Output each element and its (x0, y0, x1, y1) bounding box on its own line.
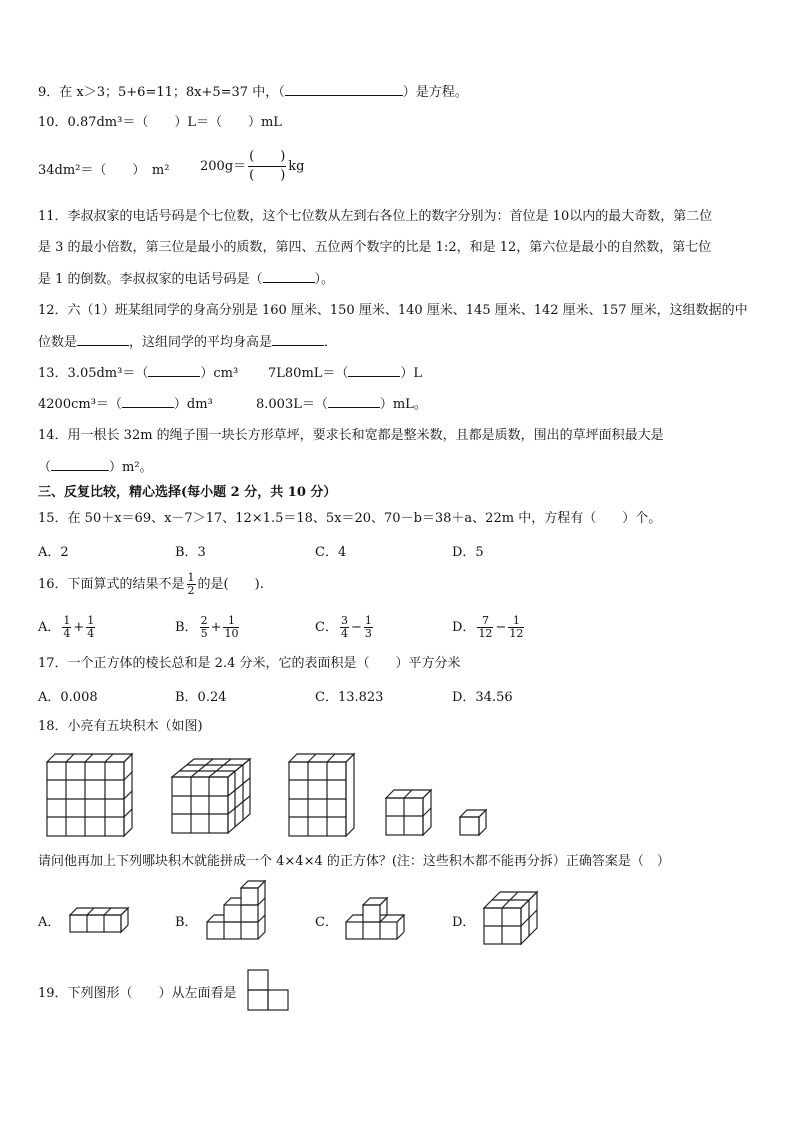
question-9: 9．在 x＞3；5+6=11；8x+5=37 中，（ ）是方程。 (38, 85, 468, 100)
q18-option-a[interactable]: A． (38, 915, 61, 930)
half-fraction: $\frac{1}{2}$ (187, 571, 195, 597)
q18-option-c[interactable]: C． (315, 915, 338, 930)
question-19-stem: 19．下列图形（ ）从左面看是 (38, 986, 237, 1001)
section-3-heading: 三、反复比较，精心选择(每小题 2 分，共 10 分） (38, 485, 337, 500)
question-12-line2: 位数是 ，这组同学的平均身高是 ． (38, 335, 338, 350)
q15-option-d[interactable]: D．5 (452, 545, 484, 560)
q17-option-b[interactable]: B．0.24 (175, 690, 227, 705)
q15-option-c[interactable]: C．4 (315, 545, 347, 560)
q18-option-d[interactable]: D． (452, 915, 476, 930)
q16-option-d[interactable]: D． $\frac{7}{12}$ − $\frac{1}{12}$ (452, 614, 524, 640)
question-10-part-a: 34dm²＝（ ） m² (38, 163, 170, 178)
question-13-line2: 4200cm³＝（ ）dm³ (38, 397, 213, 412)
question-18-prompt: 请问他再加上下列哪块积木就能拼成一个 4×4×4 的正方体？(注：这些积木都不能再分拆）正确答案是（ ） (38, 854, 670, 869)
kg-fraction[interactable]: $\frac{( )}{( )}$ (249, 149, 286, 183)
question-11-line2: 是 3 的最小倍数，第三位是最小的质数，第四、五位两个数字的比是 1:2，和是 12，第六位是最小的自然数，第七位 (38, 240, 712, 255)
q17-option-d[interactable]: D．34.56 (452, 690, 513, 705)
q16-option-a[interactable]: A． $\frac{1}{4}$ + $\frac{1}{4}$ (38, 614, 95, 640)
q15-option-b[interactable]: B．3 (175, 545, 206, 560)
question-13-part-b: 7L80mL＝（ ）L (268, 366, 423, 381)
question-11-line3: 是 1 的倒数。李叔叔家的电话号码是（ ）。 (38, 272, 335, 287)
q18-option-b[interactable]: B． (175, 915, 198, 930)
question-12-line1: 12．六（1）班某组同学的身高分别是 160 厘米、150 厘米、140 厘米、145 厘米、142 厘米、157 厘米，这组数据的中 (38, 303, 748, 318)
q17-option-a[interactable]: A．0.008 (38, 690, 98, 705)
question-14-line2: （ ）m²。 (38, 460, 153, 475)
question-13-part-d: 8.003L＝（ ）mL。 (256, 397, 427, 412)
question-16-stem: 16．下面算式的结果不是 $\frac{1}{2}$ 的是( ). (38, 571, 264, 597)
question-13-line1: 13．3.05dm³＝（ ）cm³ (38, 366, 239, 381)
question-10-line1: 10．0.87dm³＝（ ）L＝（ ）mL (38, 115, 282, 130)
question-15-stem: 15．在 50＋x＝69、x－7＞17、12×1.5＝18、5x＝20、70－b＝38＋a、22m 中，方程有（ ）个。 (38, 511, 662, 526)
q16-option-c[interactable]: C． $\frac{3}{4}$ − $\frac{1}{3}$ (315, 614, 372, 640)
question-18-stem: 18．小亮有五块积木（如图) (38, 719, 203, 734)
q17-option-c[interactable]: C．13.823 (315, 690, 384, 705)
question-10-part-b: 200g＝ $\frac{( )}{( )}$ kg (200, 149, 305, 183)
question-11-line1: 11．李叔叔家的电话号码是个七位数，这个七位数从左到右各位上的数字分别为：首位是 10以内的最大奇数，第二位 (38, 209, 713, 224)
question-17-stem: 17．一个正方体的棱长总和是 2.4 分米，它的表面积是（ ）平方分米 (38, 656, 461, 671)
question-14-line1: 14．用一根长 32m 的绳子围一块长方形草坪，要求长和宽都是整米数，且都是质数，围出的草坪面积最大是 (38, 428, 664, 443)
q15-option-a[interactable]: A．2 (38, 545, 69, 560)
q16-option-b[interactable]: B． $\frac{2}{5}$ + $\frac{1}{10}$ (175, 614, 239, 640)
